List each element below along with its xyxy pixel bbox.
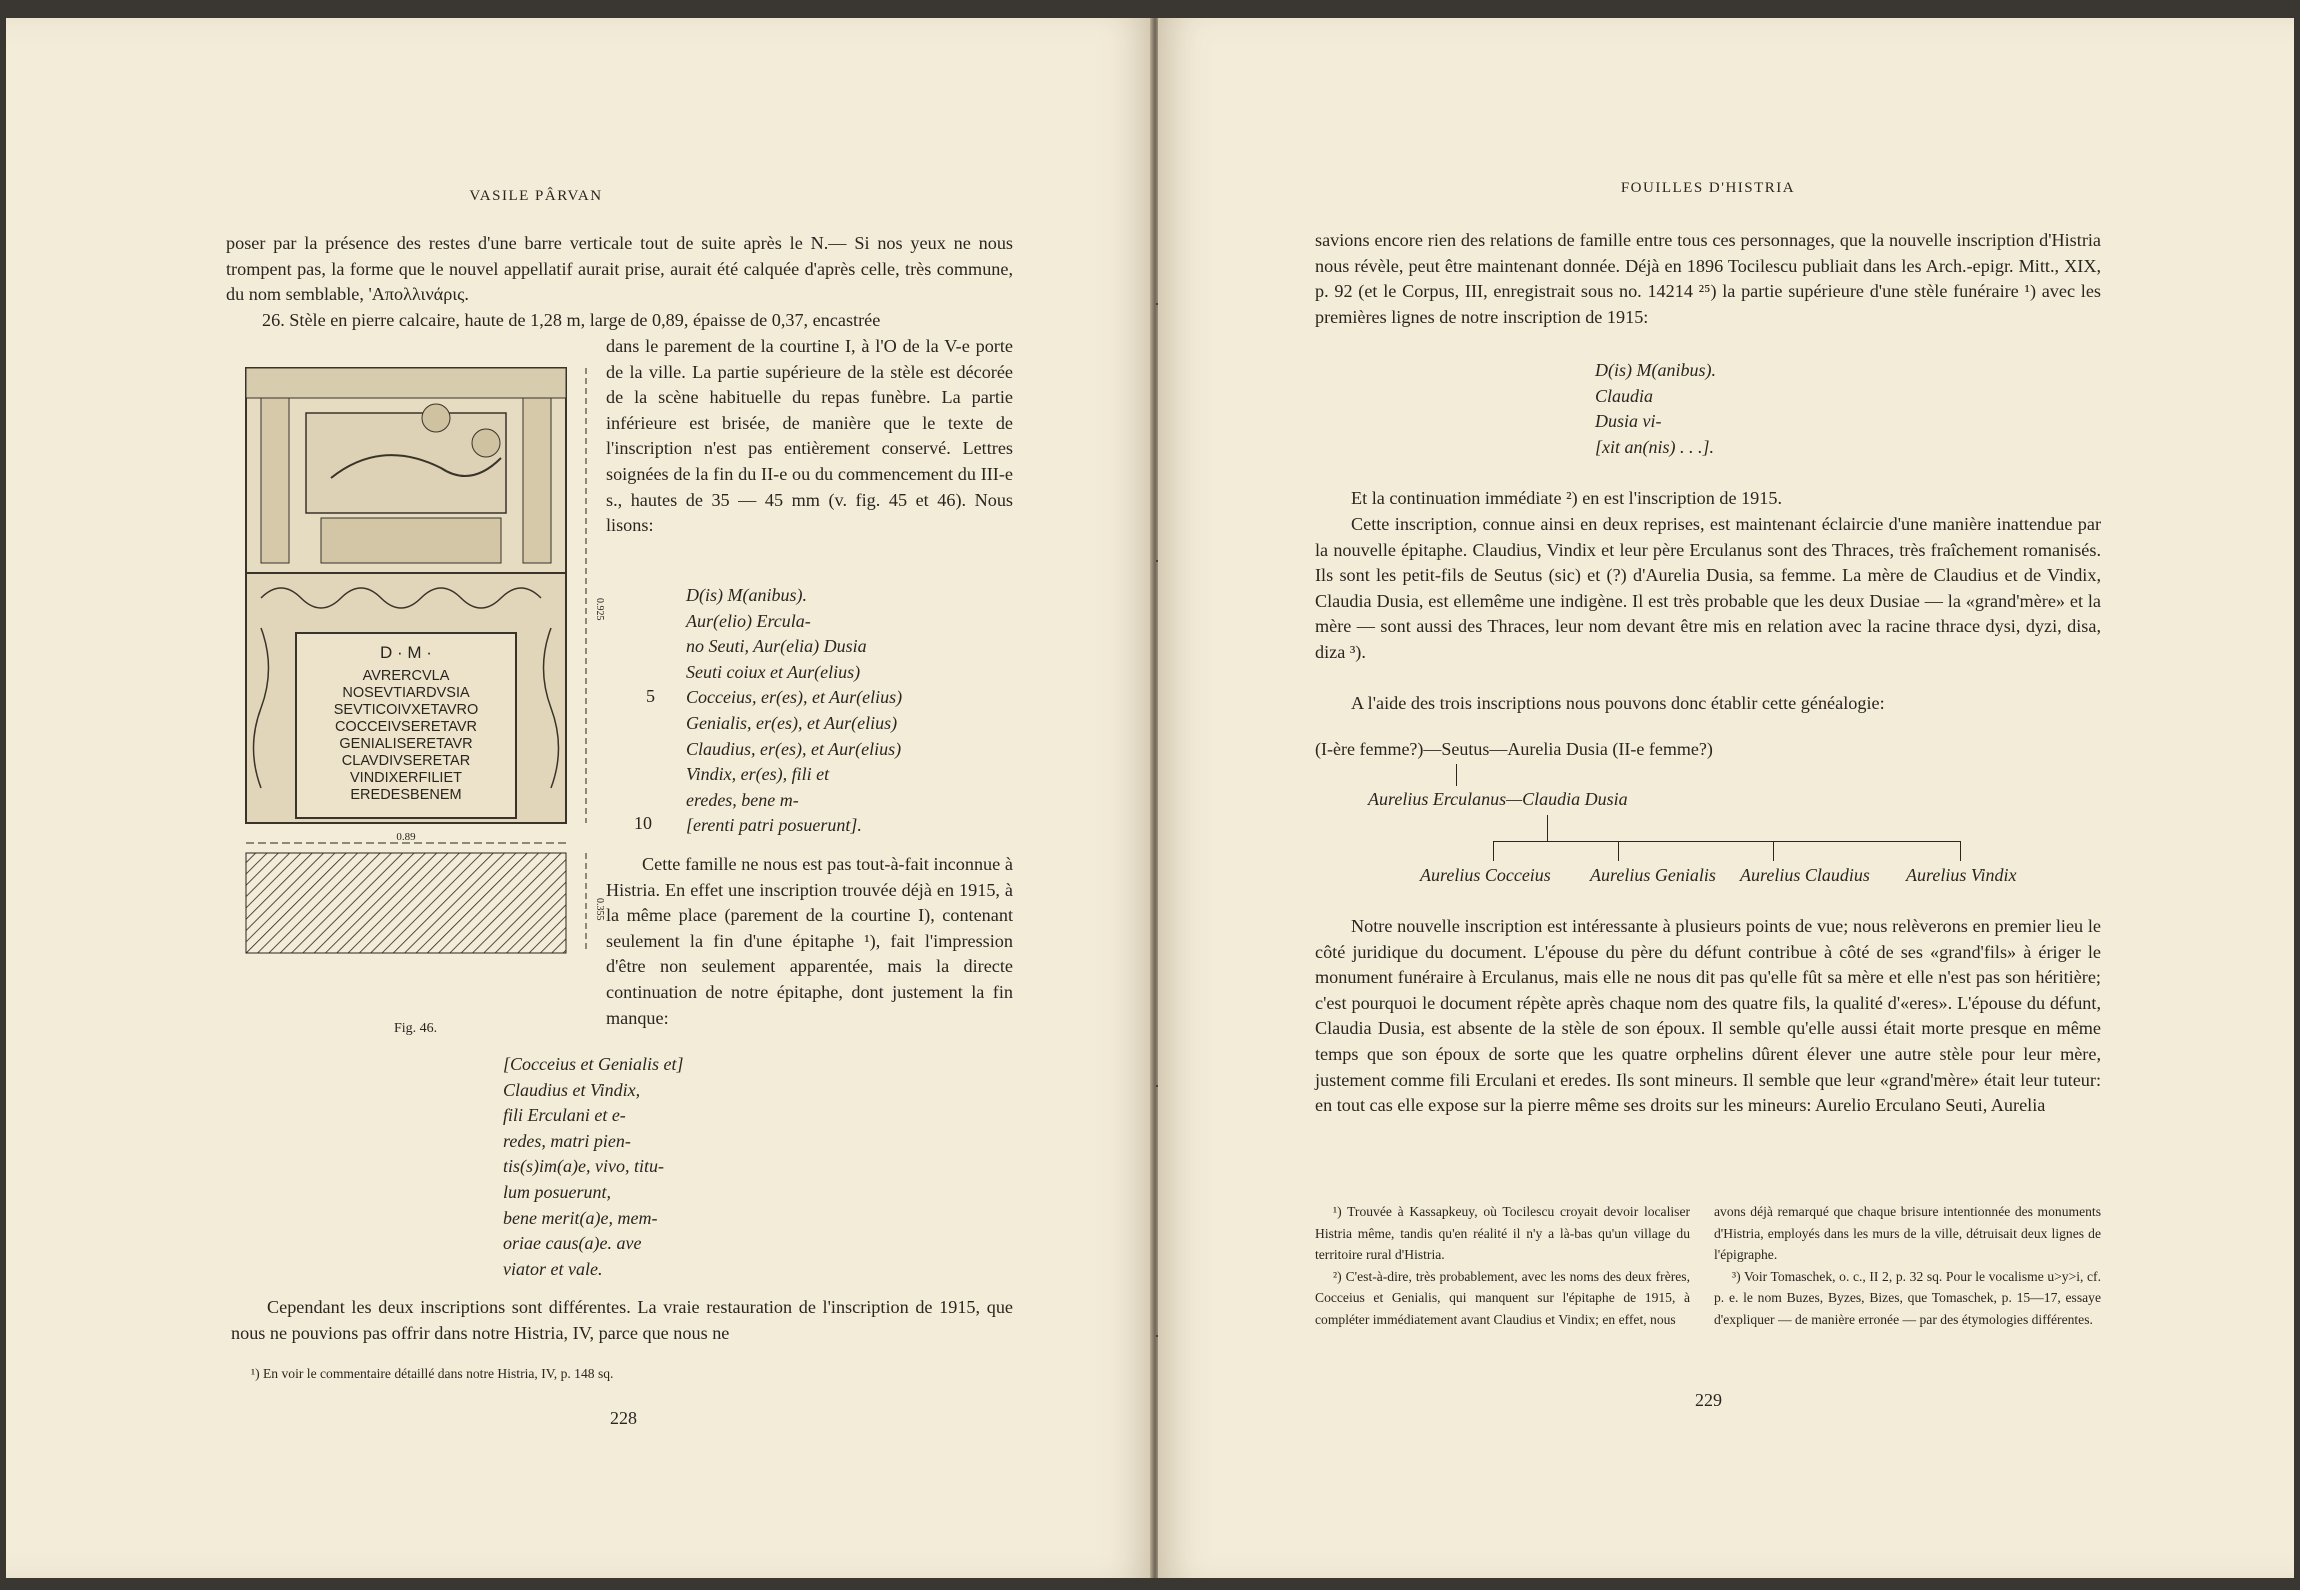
stone-line-6: CLAVDIVSERETAR xyxy=(341,753,471,769)
inscription-3-line: [xit an(nis) . . .]. xyxy=(1595,436,1714,457)
inscription-3-line: D(is) M(anibus). xyxy=(1595,360,1716,380)
stone-line-5: GENIALISERETAVR xyxy=(339,736,473,752)
inscription-1-line: Aur(elio) Ercula- xyxy=(686,610,811,631)
footnote-column-2 xyxy=(1714,1201,2101,1330)
inscription-2-line: viator et vale. xyxy=(503,1258,603,1279)
paragraph-top: poser par la présence des restes d'une barre verticale tout de suite après le N.— Si nos yeux ne nous trompent pas, la forme que le nouvel appellatif aurait prise, aurait été calquée d'après celle, très commune, du nom semblable, 'Απολλινάρις. xyxy=(226,233,1013,305)
page-number-left: 228 xyxy=(610,1408,637,1428)
genealogy-connector xyxy=(1960,841,1961,861)
inscription-1-line: eredes, bene m- xyxy=(686,789,799,810)
genealogy-connector xyxy=(1493,841,1494,861)
stone-line-1: AVRERCVLA xyxy=(362,668,450,684)
genealogy-connector xyxy=(1547,815,1548,841)
inscription-1-line: Claudius, er(es), et Aur(elius) xyxy=(686,738,902,759)
genealogy-child: Aurelius Claudius xyxy=(1740,865,1870,885)
height-label-1: 0.925 xyxy=(594,598,605,621)
paragraph-3: Cette inscription, connue ainsi en deux reprises, est maintenant éclaircie d'une manière inattendue par la nouvelle épitaphe. Claudius, Vindix et leur père Erculanus sont des Thraces, très fraîchement romanisés. Ils sont les petit-fils de Seutus (sic) et (?) d'Aurelia Dusia, sa femme. La mère de Claudius et de Vindix, Claudia Dusia, est ellemême une indigène. Il est très probable que les deux Dusiae — la «grand'mère» et la mère — sont aussi des Thraces, leur nom devant être mis en relation avec la racine thrace dysi, dyzi, disa, diza ³). xyxy=(1315,514,2101,662)
inscription-3-line: Dusia vi- xyxy=(1595,411,1662,432)
footnote-2-cont: avons déjà remarqué que chaque brisure intentionnée des monuments d'Histria, employés dans les murs de la ville, détruisait deux lignes de l'épigraphe. xyxy=(1714,1204,2101,1262)
stone-dm: D · M · xyxy=(380,643,432,662)
stone-line-8: EREDESBENEM xyxy=(350,787,462,803)
inscription-2-line: bene merit(a)e, mem- xyxy=(503,1207,658,1228)
genealogy-child: Aurelius Genialis xyxy=(1590,865,1716,885)
genealogy-connector xyxy=(1456,764,1457,786)
genealogy-connector xyxy=(1493,841,1960,842)
inscription-1 xyxy=(686,583,902,839)
inscription-1-line: Seuti coiux et Aur(elius) xyxy=(686,661,861,682)
stone-line-3: SEVTICOIVXETAVRO xyxy=(333,702,479,718)
genealogy-connector xyxy=(1773,841,1774,861)
inscription-1-line: Cocceius, er(es), et Aur(elius) xyxy=(686,687,903,708)
inscription-2 xyxy=(503,1052,683,1282)
inscription-2-line: [Cocceius et Genialis et] xyxy=(503,1054,684,1074)
genealogy-row-2: Aurelius Erculanus—Claudia Dusia xyxy=(1368,789,1628,809)
paragraph-5: Notre nouvelle inscription est intéressante à plusieurs points de vue; nous relèverons en premier lieu le côté juridique du document. L'épouse du père du défunt contribue à côté de ses «grand'fils» à ériger le monument funéraire à Erculanus, mais elle ne nous dit pas qu'elle fût sa mère et elle n'est pas son héritière; c'est pourquoi le document répète après chaque nom des quatre fils, la qualité d'«eres». L'épouse du défunt, Claudia Dusia, est absente de la stèle de son époux. Il semble qu'elle aussi était morte presque en même temps que son époux de sorte que les quatre orphelins dûrent élever une autre stèle pour leur mère, justement comme fili Erculani et eredes. Ils sont mineurs. Il semble que leur «grand'mère» était leur tuteur: en tout cas elle expose sur la pierre même ses droits sur les mineurs: Aurelio Erculano Seuti, Aurelia xyxy=(1315,916,2101,1116)
height-label-2: 0.355 xyxy=(594,898,605,921)
footnote-column-1 xyxy=(1315,1201,1690,1330)
paragraph-4: A l'aide des trois inscriptions nous pouvons donc établir cette généalogie: xyxy=(1351,693,1885,713)
paragraph-famille: Cette famille ne nous est pas tout-à-fait inconnue à Histria. En effet une inscription trouvée déjà en 1915, à la même place (parement de la courtine I), contenant seulement la fin d'une épitaphe ¹), fait l'impression d'être non seulement apparentée, mais la directe continuation de notre épitaphe, dont justement la fin manque: xyxy=(606,854,1013,1028)
stone-line-4: COCCEIVSERETAVR xyxy=(334,719,478,735)
inscription-1-line: [erenti patri posuerunt]. xyxy=(686,815,862,836)
stone-line-7: VINDIXERFILIET xyxy=(350,770,462,786)
right-page xyxy=(1158,18,2294,1578)
genealogy-child: Aurelius Vindix xyxy=(1906,865,2017,885)
inscription-2-line: Claudius et Vindix, xyxy=(503,1079,641,1100)
line-number-10: 10 xyxy=(634,813,652,833)
line-number-5: 5 xyxy=(646,686,655,706)
paragraph-stele-26: dans le parement de la courtine I, à l'O de la V-e porte de la ville. La partie supérieure de la stèle est décorée de la scène habituelle du repas funèbre. La partie inférieure est brisée, de manière que le texte de l'inscription n'est pas entièrement conservé. Lettres soignées de la fin du II-e ou du commencement du III-e s., hautes de 35 — 45 mm (v. fig. 45 et 46). Nous lisons: xyxy=(606,336,1013,536)
stele-figure xyxy=(241,358,611,958)
figure-caption: Fig. 46. xyxy=(394,1021,438,1036)
left-page xyxy=(6,18,1152,1578)
footnote-3: ³) Voir Tomaschek, o. c., II 2, p. 32 sq. Pour le vocalisme u>y>i, cf. p. e. le nom Buzes, Byzes, Bizes, que Tomaschek, p. 15—17, essaye d'expliquer — de manière erronée — par des étymologies différentes. xyxy=(1714,1268,2101,1327)
right-running-head: FOUILLES D'HISTRIA xyxy=(1620,180,1796,196)
paragraph-stele-26-first: 26. Stèle en pierre calcaire, haute de 1,28 m, large de 0,89, épaisse de 0,37, encastrée xyxy=(262,310,881,330)
footnote-1: ¹) Trouvée à Kassapkeuy, où Tocilescu croyait devoir localiser Histria même, tandis qu'en réalité il n'y a là-bas qu'un village du territoire rural d'Histria. xyxy=(1315,1204,1690,1262)
inscription-3 xyxy=(1595,358,1716,460)
page-number-right: 229 xyxy=(1695,1390,1722,1410)
inscription-2-line: fili Erculani et e- xyxy=(503,1105,626,1126)
inscription-2-line: oriae caus(a)e. ave xyxy=(503,1233,642,1254)
inscription-2-line: tis(s)im(a)e, vivo, titu- xyxy=(503,1156,664,1177)
width-label: 0.89 xyxy=(396,831,416,843)
inscription-2-line: redes, matri pien- xyxy=(503,1130,631,1151)
inscription-1-line: no Seuti, Aur(elia) Dusia xyxy=(686,636,867,657)
inscription-2-line: lum posuerunt, xyxy=(503,1181,611,1202)
genealogy-child: Aurelius Cocceius xyxy=(1420,865,1551,885)
inscription-1-line: Genialis, er(es), et Aur(elius) xyxy=(686,712,898,733)
paragraph-1: savions encore rien des relations de famille entre tous ces personnages, que la nouvelle inscription d'Histria nous révèle, peut être maintenant donnée. Déjà en 1896 Tocilescu publiait dans les Arch.-epigr. Mitt., XIX, p. 92 (et le Corpus, III, enregistrait sous no. 14214 ²⁵) la partie supérieure d'une stèle funéraire ¹) avec les premières lignes de notre inscription de 1915: xyxy=(1315,230,2101,327)
genealogy-connector xyxy=(1618,841,1619,861)
genealogy-row-1: (I-ère femme?)—Seutus—Aurelia Dusia (II-e femme?) xyxy=(1315,739,1713,759)
stone-line-2: NOSEVTIARDVSIA xyxy=(342,685,470,701)
left-running-head: VASILE PÂRVAN xyxy=(469,188,603,204)
inscription-3-line: Claudia xyxy=(1595,385,1654,406)
inscription-1-line: D(is) M(anibus). xyxy=(686,585,807,605)
footnote-left: ¹) En voir le commentaire détaillé dans notre Histria, IV, p. 148 sq. xyxy=(251,1366,614,1381)
paragraph-bottom: Cependant les deux inscriptions sont différentes. La vraie restauration de l'inscription de 1915, que nous ne pouvions pas offrir dans notre Histria, IV, parce que nous ne xyxy=(231,1297,1013,1343)
paragraph-2: Et la continuation immédiate ²) en est l'inscription de 1915. xyxy=(1351,488,1782,508)
footnote-2: ²) C'est-à-dire, très probablement, avec les noms des deux frères, Cocceius et Genialis, qui manquent sur l'épitaphe de 1915, à compléter immédiatement avant Claudius et Vindix; en effet, nous xyxy=(1315,1268,1690,1327)
inscription-1-line: Vindix, er(es), fili et xyxy=(686,764,830,785)
